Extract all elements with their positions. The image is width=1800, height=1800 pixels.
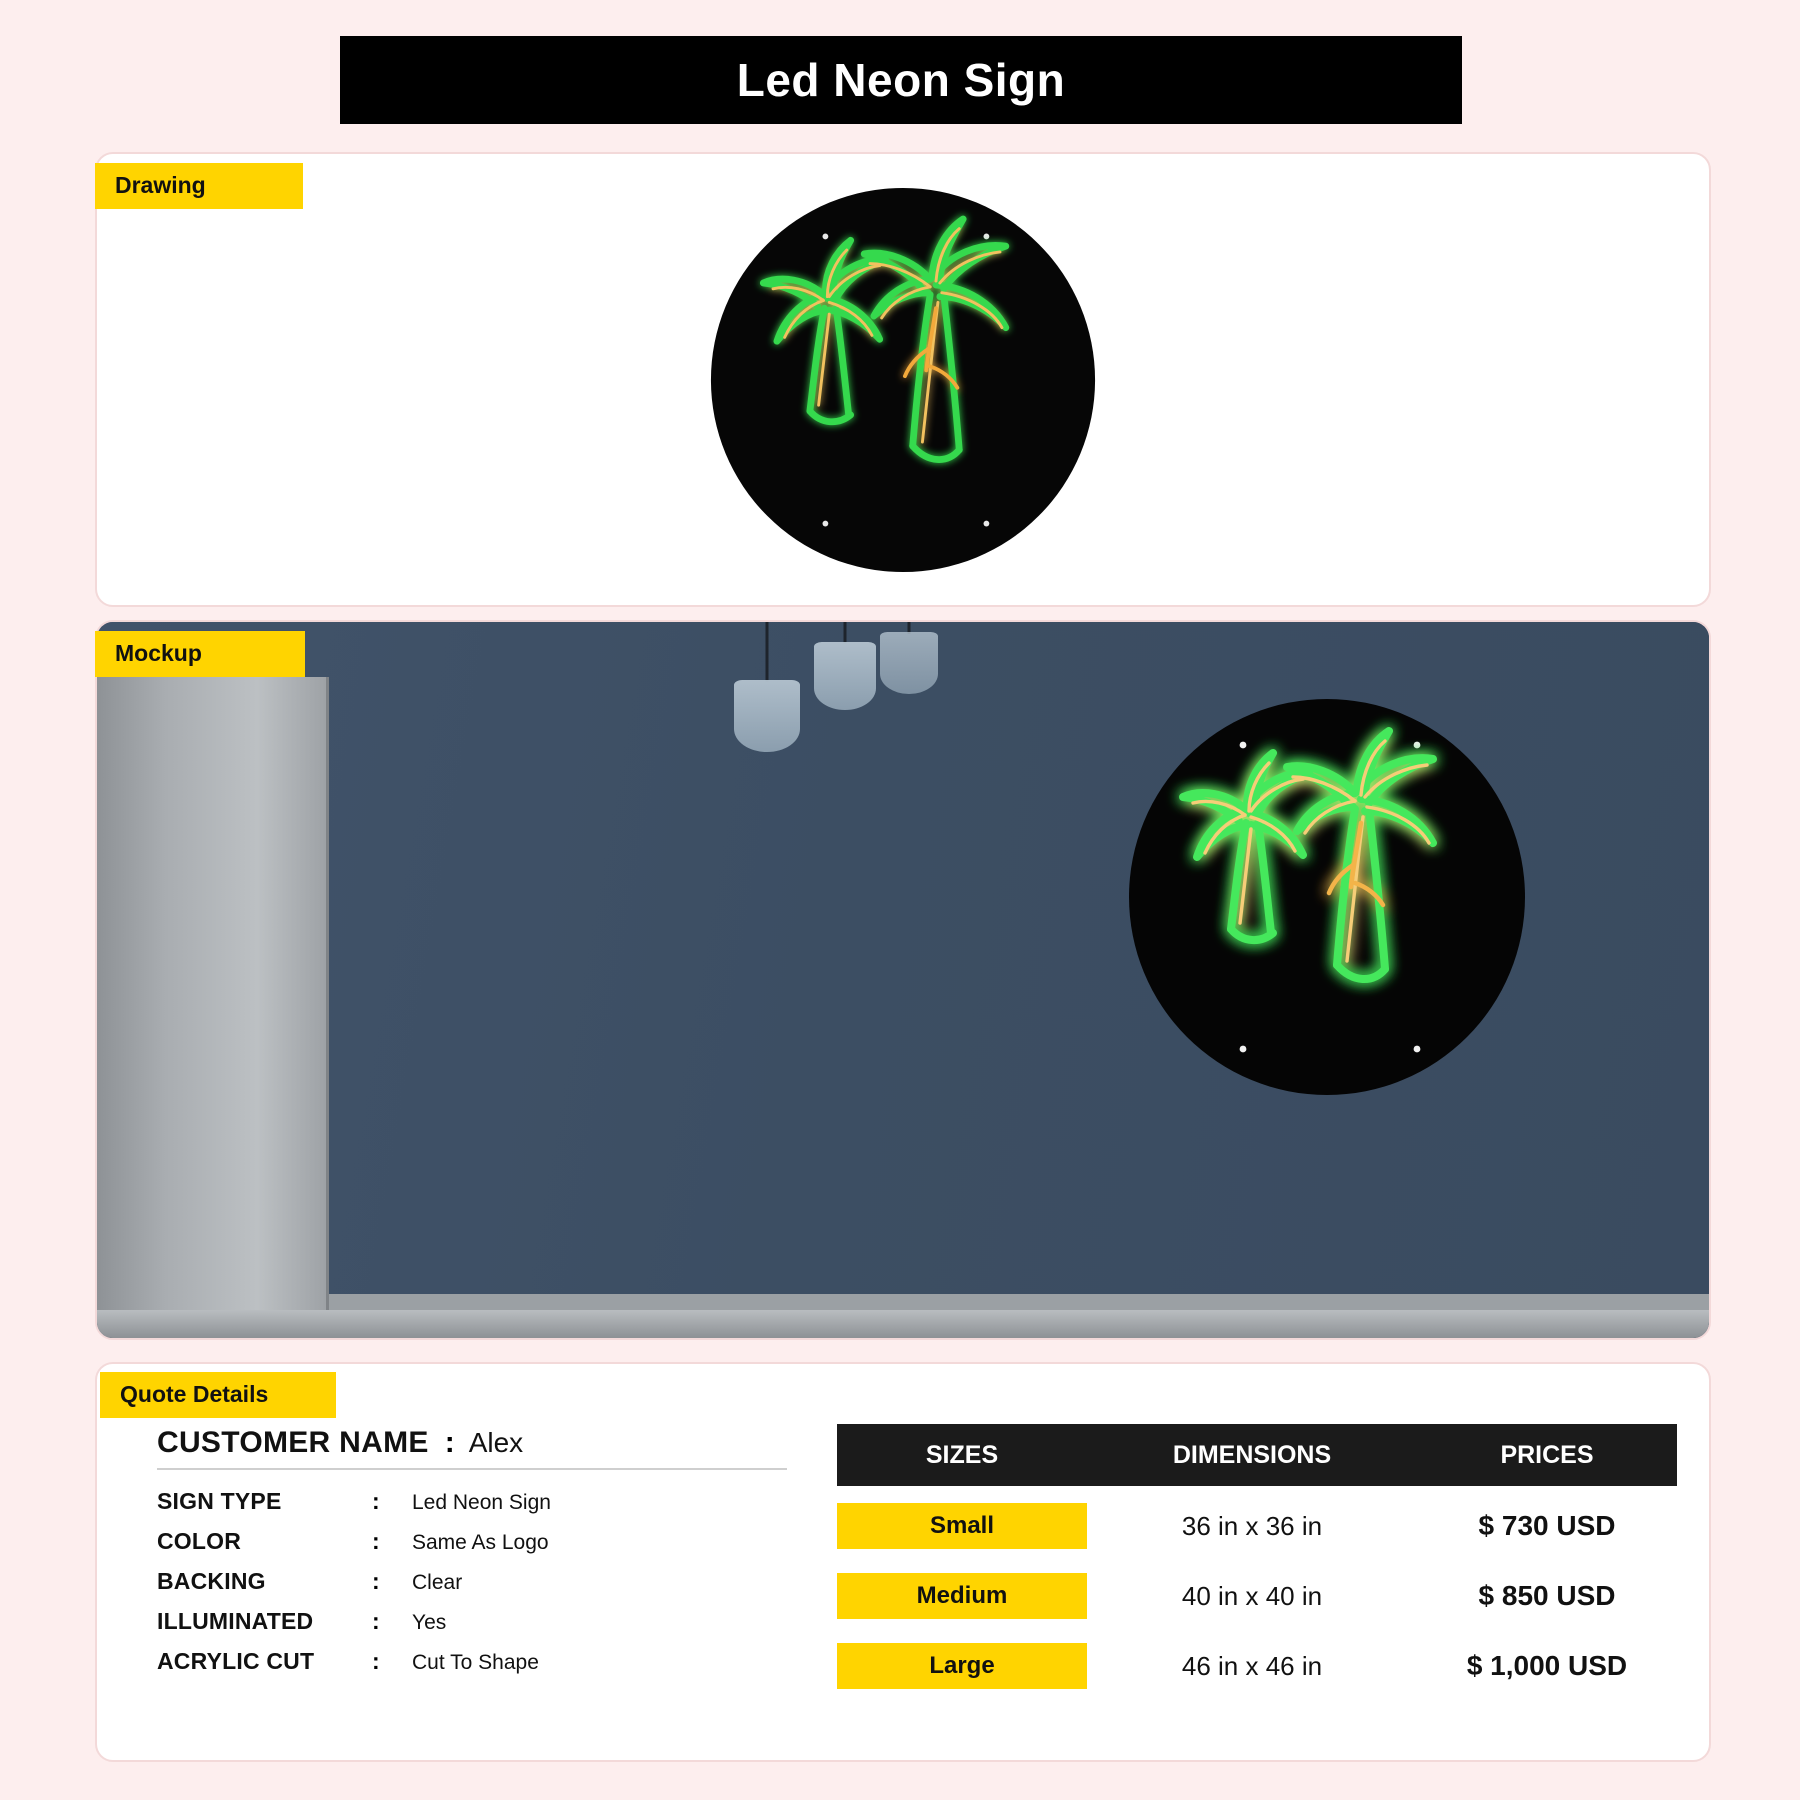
spec-value: Led Neon Sign [412,1491,551,1514]
spec-row [157,1488,787,1515]
size-badge-small: Small [837,1503,1087,1549]
spec-row [157,1608,787,1635]
price-value: $ 850 USD [1478,1580,1616,1611]
spec-row [157,1648,787,1675]
spec-row [157,1568,787,1595]
page-title: Led Neon Sign [736,54,1066,106]
spec-colon: : [372,1488,380,1514]
spec-key: SIGN TYPE [157,1488,282,1514]
header-sizes: SIZES [925,1440,999,1469]
mockup-floor [97,1310,1709,1338]
table-row [837,1636,1677,1696]
spec-key: COLOR [157,1528,242,1554]
mockup-baseboard [329,1294,1709,1310]
table-row [837,1496,1677,1556]
header-prices: PRICES [1500,1440,1594,1469]
spec-table [157,1488,787,1675]
spec-value: Clear [412,1571,463,1594]
dimensions-value: 40 in x 40 in [1181,1580,1323,1611]
spec-value: Same As Logo [412,1531,549,1554]
price-value: $ 1,000 USD [1466,1650,1628,1681]
mockup-side-wall [97,677,329,1337]
customer-name-colon: : [444,1426,455,1459]
drawing-panel [95,152,1711,607]
mockup-section-label: Mockup [95,631,305,677]
spec-key: ILLUMINATED [157,1608,314,1634]
spec-colon: : [372,1648,380,1674]
size-badge-large: Large [837,1643,1087,1689]
palm-trees-neon-icon [709,186,1097,574]
spec-row [157,1528,787,1555]
header-dimensions: DIMENSIONS [1172,1440,1332,1469]
customer-name-value: Alex [468,1427,524,1458]
mockup-artwork [1127,697,1527,1097]
price-table-header [837,1424,1677,1486]
drawing-section-label: Drawing [95,163,303,209]
dimensions-value: 36 in x 36 in [1181,1510,1323,1541]
size-badge-medium: Medium [837,1573,1087,1619]
spec-key: BACKING [157,1568,266,1594]
spec-colon: : [372,1608,380,1634]
price-value: $ 730 USD [1478,1510,1616,1541]
table-row [837,1566,1677,1626]
spec-value: Yes [412,1611,447,1634]
palm-trees-neon-icon [1127,697,1527,1097]
spec-colon: : [372,1568,380,1594]
spec-colon: : [372,1528,380,1554]
dimensions-value: 46 in x 46 in [1181,1650,1323,1681]
spec-key: ACRYLIC CUT [157,1648,315,1674]
customer-name-row [157,1426,787,1470]
drawing-artwork [709,186,1097,574]
quote-section-label: Quote Details [100,1372,336,1418]
quote-spec-list [127,1426,807,1688]
quote-details-panel [95,1362,1711,1762]
page-title-bar [340,36,1462,124]
customer-name-label: CUSTOMER NAME [157,1426,429,1459]
price-table [837,1424,1677,1696]
mockup-panel [95,620,1711,1340]
spec-value: Cut To Shape [412,1651,539,1674]
